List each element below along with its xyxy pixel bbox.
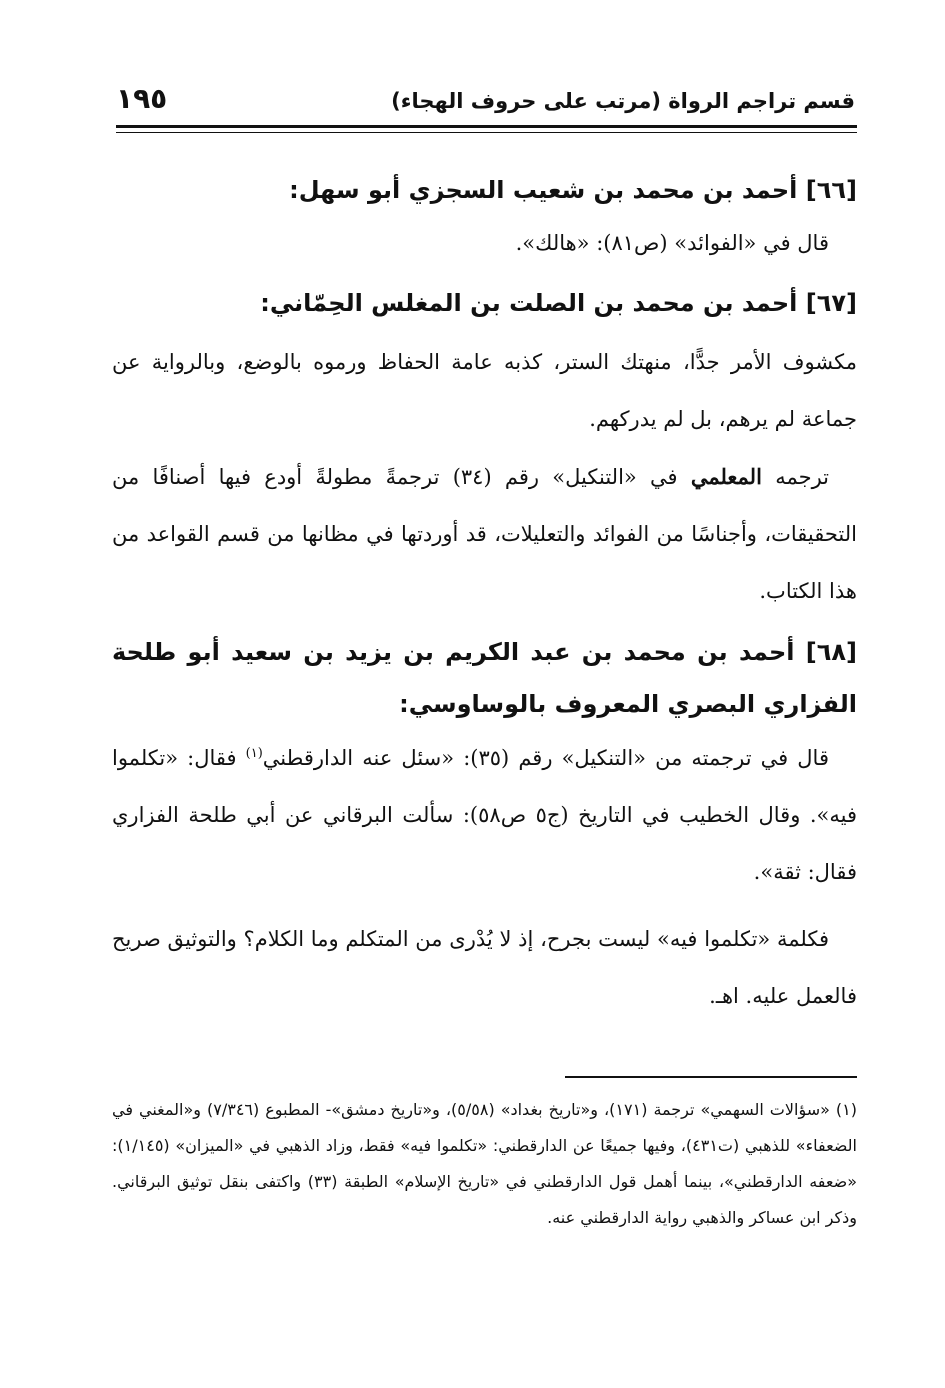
entry-heading-68: [٦٨] أحمد بن محمد بن عبد الكريم بن يزيد بن سعيد أبو طلحة الفزاري البصري المعروف بالوساوسي: xyxy=(112,638,857,718)
entry-67-paragraph-2 xyxy=(112,448,857,620)
entry-66-paragraph: قال في «الفوائد» (ص٨١): «هالك». xyxy=(515,231,829,255)
author-name-muallimi: المعلمي xyxy=(690,464,762,489)
footnote-reference[interactable]: (١) xyxy=(245,746,263,761)
entry-67-para2-start: ترجمه xyxy=(775,465,829,489)
footnotes xyxy=(112,1092,857,1236)
footnote-separator xyxy=(565,1076,857,1078)
main-text xyxy=(112,165,857,1025)
entry-68-para1-rest: فقال: «تكلموا فيه». وقال الخطيب في التاريخ (ج٥ ص٥٨): سألت البرقاني عن أبي طلحة الفزاري فقال: ثقة». xyxy=(112,746,857,884)
entry-heading-66: [٦٦] أحمد بن محمد بن شعيب السجزي أبو سهل: xyxy=(289,176,857,204)
page-number: ١٩٥ xyxy=(116,82,168,115)
entry-67-paragraph-1: مكشوف الأمر جدًّا، منهتك الستر، كذبه عامة الحفاظ ورموه بالوضع، وبالرواية عن جماعة لم يرهم، بل لم يدركهم. xyxy=(112,350,857,431)
running-header xyxy=(116,78,855,122)
entry-68-paragraph-2: فكلمة «تكلموا فيه» ليست بجرح، إذ لا يُدْرى من المتكلم وما الكلام؟ والتوثيق صريح فالعمل عليه. اهـ. xyxy=(112,927,857,1008)
header-rule-thin xyxy=(116,132,857,133)
header-rule-thick xyxy=(116,125,857,128)
entry-67-para2-rest: في «التنكيل» رقم (٣٤) ترجمةً مطولةً أودع فيها أصنافًا من التحقيقات، وأجناسًا من الفوائد والتعليلات، قد أوردتها في مظانها من قسم القواعد من هذا الكتاب. xyxy=(112,465,857,603)
entry-heading-67: [٦٧] أحمد بن محمد بن الصلت بن المغلس الحِمّاني: xyxy=(260,289,857,317)
header-title: قسم تراجم الرواة (مرتب على حروف الهجاء) xyxy=(391,89,855,113)
footnote-1: (١) «سؤالات السهمي» ترجمة (١٧١)، و«تاريخ بغداد» (٥/٥٨)، و«تاريخ دمشق»- المطبوع (٧/٣٤٦) و«المغني في الضعفاء» للذهبي (ت٤٣١)، وفيها جميعًا عن الدارقطني: «تكلموا فيه» فقط، وزاد الذهبي في «الميزان» (١/١٤٥): «ضعفه الدارقطني»، بينما أهمل قول الدارقطني في «تاريخ الإسلام» الطبقة (٣٣) واكتفى بنقل توثيق البرقاني. وذكر ابن عساكر والذهبي رواية الدارقطني عنه. xyxy=(112,1100,858,1227)
entry-68-paragraph-1 xyxy=(112,730,857,901)
entry-68-para1-start: قال في ترجمته من «التنكيل» رقم (٣٥): «سئل عنه الدارقطني xyxy=(262,746,829,770)
